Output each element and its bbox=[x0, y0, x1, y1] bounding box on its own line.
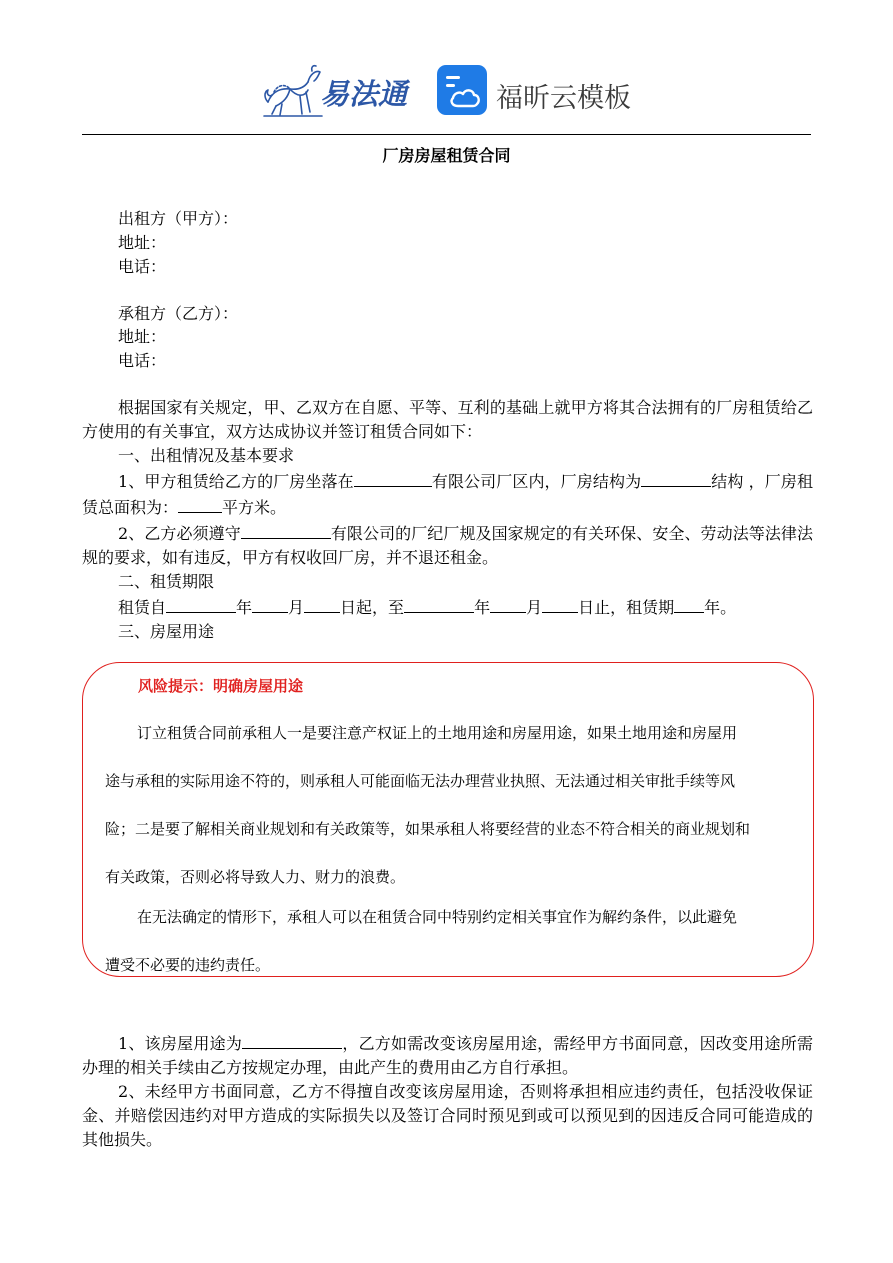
risk-warning-title: 风险提示：明确房屋用途 bbox=[138, 677, 304, 695]
lessor-phone-label: 电话： bbox=[118, 257, 167, 276]
usage-item1 bbox=[82, 1030, 813, 1080]
cloud-document-icon bbox=[436, 64, 488, 116]
end-year-label: 年 bbox=[474, 598, 491, 617]
lease-term-suffix: 年。 bbox=[704, 598, 737, 617]
section1-item1-text-b: 有限公司厂区内，厂房结构为 bbox=[431, 472, 642, 491]
usage-item1-text-b: ，乙方如需改变该房屋用途，需经甲方书面同意，因改变用途所需办理的相关手续由乙方按规定办理，由此产生的费用由乙方自行承担。 bbox=[82, 1034, 813, 1077]
end-year-blank bbox=[404, 594, 474, 613]
end-day-blank bbox=[542, 594, 578, 613]
end-month-blank bbox=[490, 594, 526, 613]
section1-item2-text-b: 有限公司的厂纪厂规及国家规定的有关环保、安全、劳动法等法律法规的要求，如有违反，甲方有权收回厂房，并不退还租金。 bbox=[82, 524, 813, 567]
start-day-label: 日起，至 bbox=[340, 598, 405, 617]
section1-item2-text-a: 2、乙方必须遵守 bbox=[118, 524, 241, 543]
fuxin-cloud-logo bbox=[436, 64, 636, 118]
risk-warning-paragraph-2 bbox=[105, 893, 750, 989]
fuxin-cloud-logo-text: 福昕云模板 bbox=[496, 83, 631, 114]
yifatong-logo-text: 易法通 bbox=[320, 77, 408, 111]
lease-years-blank bbox=[674, 594, 704, 613]
yifatong-logo bbox=[262, 62, 418, 118]
risk-warning-paragraph-1 bbox=[105, 709, 750, 901]
lessee-address-label: 地址： bbox=[118, 327, 167, 346]
start-month-blank bbox=[252, 594, 288, 613]
company-blank bbox=[241, 520, 331, 539]
lease-term-prefix: 租赁自 bbox=[118, 598, 167, 617]
document-header bbox=[0, 58, 893, 124]
contract-body bbox=[82, 396, 813, 644]
end-day-label: 日止，租赁期 bbox=[578, 598, 675, 617]
start-year-blank bbox=[166, 594, 236, 613]
lessee-phone-label: 电话： bbox=[118, 351, 167, 370]
lessee-name-label: 承租方（乙方）： bbox=[118, 304, 239, 323]
start-month-label: 月 bbox=[288, 598, 305, 617]
intro-paragraph: 根据国家有关规定，甲、乙双方在自愿、平等、互利的基础上就甲方将其合法拥有的厂房租赁给乙方使用的有关事宜，双方达成协议并签订租赁合同如下： bbox=[82, 398, 813, 441]
section1-item1-text-c: 结构 ，厂房租赁总面积为： bbox=[82, 472, 813, 517]
header-divider bbox=[82, 134, 811, 135]
section1-item2 bbox=[82, 520, 813, 570]
section1-item1-text-a: 1、甲方租赁给乙方的厂房坐落在 bbox=[118, 472, 354, 491]
section1-item1-text-d: 平方米。 bbox=[222, 498, 287, 517]
usage-blank bbox=[242, 1030, 342, 1049]
risk-warning-box bbox=[82, 662, 814, 977]
structure-blank bbox=[641, 468, 711, 487]
end-month-label: 月 bbox=[526, 598, 543, 617]
contract-title: 厂房房屋租赁合同 bbox=[382, 146, 511, 165]
lease-term-line bbox=[82, 594, 813, 620]
area-blank bbox=[178, 494, 222, 513]
lessor-address-label: 地址： bbox=[118, 233, 167, 252]
section2-heading: 二、租赁期限 bbox=[118, 572, 215, 591]
qilin-mascot-icon bbox=[262, 62, 324, 118]
usage-item2: 2、未经甲方书面同意，乙方不得擅自改变该房屋用途，否则将承担相应违约责任，包括没收保证金、并赔偿因违约对甲方造成的实际损失以及签订合同时预见到或可以预见到的因违反合同可能造成的其他损失。 bbox=[82, 1082, 813, 1149]
start-year-label: 年 bbox=[236, 598, 253, 617]
risk-warning-text-2: 在无法确定的情形下，承租人可以在租赁合同中特别约定相关事宜作为解约条件，以此避免遭受不必要的违约责任。 bbox=[105, 908, 738, 974]
section1-heading: 一、出租情况及基本要求 bbox=[118, 446, 295, 465]
start-day-blank bbox=[304, 594, 340, 613]
lessor-name-label: 出租方（甲方）： bbox=[118, 209, 239, 228]
location-blank bbox=[354, 468, 432, 487]
section1-item1 bbox=[82, 468, 813, 520]
risk-warning-text-1: 订立租赁合同前承租人一是要注意产权证上的土地用途和房屋用途，如果土地用途和房屋用途与承租的实际用途不符的，则承租人可能面临无法办理营业执照、无法通过相关审批手续等风险；二是要了解相关商业规划和有关政策等，如果承租人将要经营的业态不符合相关的商业规划和有关政策，否则必将导致人力、财力的浪费。 bbox=[105, 724, 751, 886]
usage-clauses bbox=[82, 1030, 813, 1152]
usage-item1-text-a: 1、该房屋用途为 bbox=[118, 1034, 243, 1053]
section3-heading: 三、房屋用途 bbox=[118, 622, 215, 641]
